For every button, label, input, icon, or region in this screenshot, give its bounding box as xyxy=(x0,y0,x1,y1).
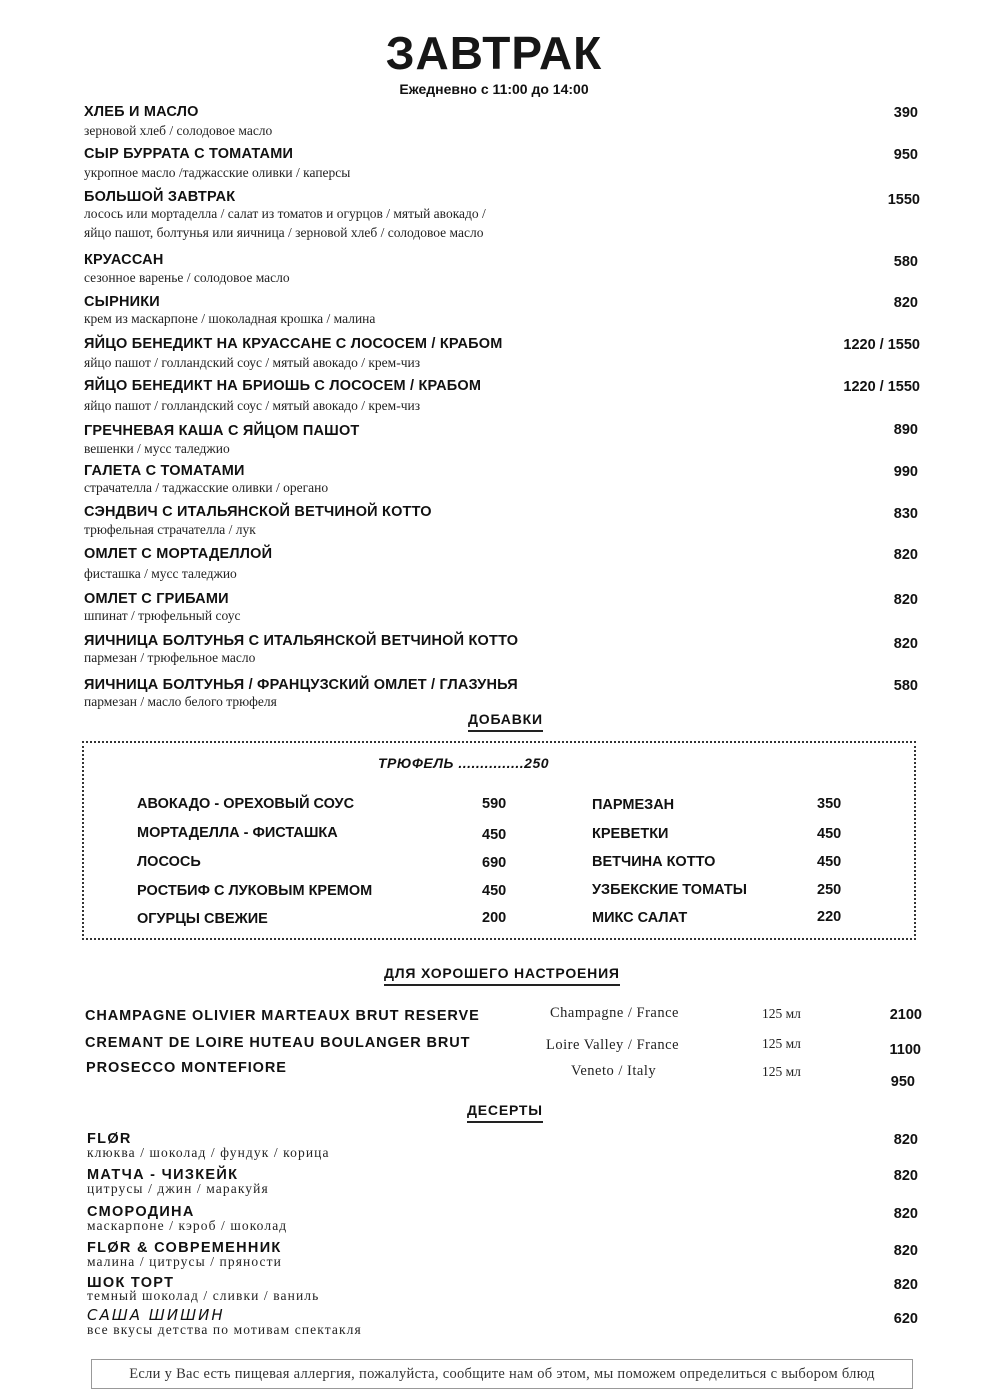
menu-item-name: ЯИЧНИЦА БОЛТУНЬЯ С ИТАЛЬЯНСКОЙ ВЕТЧИНОЙ КОТТО xyxy=(84,633,519,649)
section-heading-addons: ДОБАВКИ xyxy=(468,711,543,732)
addon-name: ЛОСОСЬ xyxy=(137,854,201,870)
menu-item-desc: крем из маскарпоне / шоколадная крошка / малина xyxy=(84,311,376,326)
addon-price: 350 xyxy=(817,796,842,812)
drink-name: PROSECCO MONTEFIORE xyxy=(86,1060,287,1076)
drink-volume: 125 мл xyxy=(762,1036,801,1051)
section-heading-desserts: ДЕСЕРТЫ xyxy=(467,1102,543,1123)
menu-item-price: 890 xyxy=(893,422,918,438)
menu-item-name: СЫРНИКИ xyxy=(84,294,160,310)
menu-item-name: ХЛЕБ И МАСЛО xyxy=(84,104,199,120)
addon-price: 450 xyxy=(817,826,842,842)
menu-item-desc: яйцо пашот / голландский соус / мятый авокадо / крем-чиз xyxy=(84,355,421,370)
menu-item-name: ОМЛЕТ С МОРТАДЕЛЛОЙ xyxy=(84,546,273,562)
dessert-name: ШОК ТОРТ xyxy=(87,1275,175,1291)
menu-item-desc: пармезан / трюфельное масло xyxy=(84,650,256,665)
addon-name: АВОКАДО - ОРЕХОВЫЙ СОУС xyxy=(137,796,355,812)
addon-price: 450 xyxy=(482,827,507,843)
menu-item-price: 1220 / 1550 xyxy=(843,337,920,353)
dessert-price: 820 xyxy=(893,1277,918,1293)
menu-item-price: 1550 xyxy=(887,192,920,208)
addon-name: ВЕТЧИНА КОТТО xyxy=(592,854,716,870)
menu-item-desc: укропное масло /таджасские оливки / каперсы xyxy=(84,165,351,180)
dessert-price: 820 xyxy=(893,1168,918,1184)
addon-price: 590 xyxy=(482,796,507,812)
menu-item-price: 820 xyxy=(893,547,918,563)
addon-truffle: ТРЮФЕЛЬ ...............250 xyxy=(378,755,550,771)
section-heading-drinks: ДЛЯ ХОРОШЕГО НАСТРОЕНИЯ xyxy=(384,965,620,986)
menu-item-desc: лосось или мортаделла / салат из томатов и огурцов / мятый авокадо / xyxy=(84,206,486,221)
dessert-name: СМОРОДИНА xyxy=(87,1204,195,1220)
menu-hours: Ежедневно с 11:00 до 14:00 xyxy=(399,81,589,97)
dessert-desc: клюква / шоколад / фундук / корица xyxy=(87,1145,330,1160)
menu-item-desc: вешенки / мусс таледжио xyxy=(84,441,230,456)
menu-item-price: 580 xyxy=(893,678,918,694)
dessert-desc: темный шоколад / сливки / ваниль xyxy=(87,1288,320,1303)
allergy-notice: Если у Вас есть пищевая аллергия, пожалуйста, сообщите нам об этом, мы поможем определиться с выбором блюд xyxy=(91,1359,913,1389)
menu-item-price: 580 xyxy=(893,254,918,270)
menu-item-price: 1220 / 1550 xyxy=(843,379,920,395)
drink-volume: 125 мл xyxy=(762,1064,801,1079)
menu-item-name: ЯЙЦО БЕНЕДИКТ НА КРУАССАНЕ С ЛОСОСЕМ / КРАБОМ xyxy=(84,336,503,352)
drink-name: CHAMPAGNE OLIVIER MARTEAUX BRUT RESERVE xyxy=(85,1008,480,1024)
dessert-price: 820 xyxy=(893,1132,918,1148)
drink-origin: Loire Valley / France xyxy=(546,1037,680,1053)
menu-item-desc: зерновой хлеб / солодовое масло xyxy=(84,123,273,138)
menu-item-price: 990 xyxy=(893,464,918,480)
addon-price: 200 xyxy=(482,910,507,926)
menu-item-desc: яйцо пашот / голландский соус / мятый авокадо / крем-чиз xyxy=(84,398,421,413)
menu-item-name: КРУАССАН xyxy=(84,252,164,268)
menu-item-name: СЭНДВИЧ С ИТАЛЬЯНСКОЙ ВЕТЧИНОЙ КОТТО xyxy=(84,504,432,520)
addon-name: МОРТАДЕЛЛА - ФИСТАШКА xyxy=(137,825,338,841)
menu-item-name: СЫР БУРРАТА С ТОМАТАМИ xyxy=(84,146,294,162)
menu-title: ЗАВТРАК xyxy=(385,27,603,79)
drink-origin: Veneto / Italy xyxy=(571,1063,657,1079)
addon-price: 690 xyxy=(482,855,507,871)
menu-item-name: ГАЛЕТА С ТОМАТАМИ xyxy=(84,463,245,479)
addon-price: 450 xyxy=(482,883,507,899)
addon-name: ОГУРЦЫ СВЕЖИЕ xyxy=(137,911,268,927)
addon-price: 250 xyxy=(817,882,842,898)
menu-item-price: 830 xyxy=(893,506,918,522)
menu-item-desc: фисташка / мусс таледжио xyxy=(84,566,237,581)
addon-price: 220 xyxy=(817,909,842,925)
dessert-price: 820 xyxy=(893,1243,918,1259)
dessert-desc: все вкусы детства по мотивам спектакля xyxy=(87,1322,362,1337)
dessert-desc: малина / цитрусы / пряности xyxy=(87,1254,282,1269)
dessert-desc: маскарпоне / кэроб / шоколад xyxy=(87,1218,288,1233)
menu-item-desc: пармезан / масло белого трюфеля xyxy=(84,694,277,709)
menu-item-desc: страчателла / таджасские оливки / орегано xyxy=(84,480,329,495)
drink-price: 2100 xyxy=(889,1007,922,1023)
dessert-name: FLØR xyxy=(87,1131,132,1147)
drink-volume: 125 мл xyxy=(762,1006,801,1021)
menu-item-price: 390 xyxy=(893,105,918,121)
menu-item-price: 820 xyxy=(893,636,918,652)
menu-item-desc: трюфельная страчателла / лук xyxy=(84,522,256,537)
addon-price: 450 xyxy=(817,854,842,870)
drink-origin: Champagne / France xyxy=(550,1005,679,1021)
menu-item-name: ЯИЧНИЦА БОЛТУНЬЯ / ФРАНЦУЗСКИЙ ОМЛЕТ / ГЛАЗУНЬЯ xyxy=(84,677,518,693)
drink-price: 950 xyxy=(890,1074,915,1090)
dessert-price: 620 xyxy=(893,1311,918,1327)
addon-name: РОСТБИФ С ЛУКОВЫМ КРЕМОМ xyxy=(137,883,373,899)
addon-name: МИКС САЛАТ xyxy=(592,910,688,926)
dessert-name: САША ШИШИН xyxy=(87,1306,225,1324)
menu-item-name: ГРЕЧНЕВАЯ КАША С ЯЙЦОМ ПАШОТ xyxy=(84,423,360,439)
menu-item-name: ОМЛЕТ С ГРИБАМИ xyxy=(84,591,229,607)
addon-name: УЗБЕКСКИЕ ТОМАТЫ xyxy=(592,882,747,898)
dessert-name: МАТЧА - ЧИЗКЕЙК xyxy=(87,1167,239,1183)
dessert-desc: цитрусы / джин / маракуйя xyxy=(87,1181,269,1196)
addon-name: ПАРМЕЗАН xyxy=(592,797,675,813)
menu-item-desc: яйцо пашот, болтунья или яичница / зерновой хлеб / солодовое масло xyxy=(84,225,484,240)
drink-name: CREMANT DE LOIRE HUTEAU BOULANGER BRUT xyxy=(85,1035,471,1051)
menu-item-name: БОЛЬШОЙ ЗАВТРАК xyxy=(84,189,236,205)
menu-item-price: 820 xyxy=(893,295,918,311)
addon-name: КРЕВЕТКИ xyxy=(592,826,669,842)
dessert-price: 820 xyxy=(893,1206,918,1222)
drink-price: 1100 xyxy=(889,1042,921,1058)
menu-item-desc: шпинат / трюфельный соус xyxy=(84,608,241,623)
menu-item-desc: сезонное варенье / солодовое масло xyxy=(84,270,290,285)
dessert-name: FLØR & СОВРЕМЕННИК xyxy=(87,1240,282,1256)
menu-item-price: 950 xyxy=(893,147,918,163)
menu-item-name: ЯЙЦО БЕНЕДИКТ НА БРИОШЬ С ЛОСОСЕМ / КРАБОМ xyxy=(84,378,482,394)
menu-item-price: 820 xyxy=(893,592,918,608)
